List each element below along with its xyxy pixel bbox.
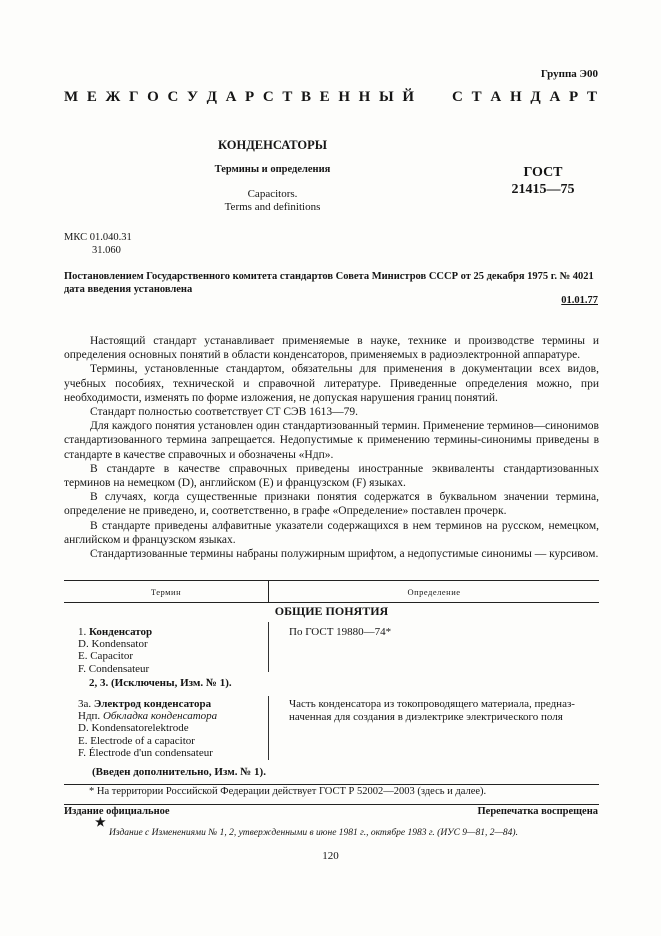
excluded-terms-note: 2, 3. (Исключены, Изм. № 1). <box>89 677 232 689</box>
gost-number <box>503 164 583 198</box>
term-definition <box>289 698 599 724</box>
english-title <box>150 188 395 214</box>
term-english: E. Electrode of a capacitor <box>78 734 195 747</box>
banner-letter: Д <box>530 89 541 105</box>
term-number: 1. <box>78 626 87 638</box>
body-paragraph: В стандарте в качестве справочных приведены иностранные эквиваленты стандартизованных терминов на немецком (D), английском (E) и французском (F) языках. <box>64 462 599 490</box>
banner-letter: С <box>262 89 274 105</box>
definition-line: наченная для создания в диэлектрике электрического поля <box>289 710 563 723</box>
terms-table-header <box>64 580 599 603</box>
banner-letter: Г <box>128 89 139 105</box>
banner-letter: Й <box>402 89 414 105</box>
introduction-date: 01.01.77 <box>561 295 598 306</box>
body-paragraph: Настоящий стандарт устанавливает применяемые в науке, технике и производстве термины и определения основных понятий в области конденсаторов, применяемых в радиоэлектронной аппаратуре. <box>64 335 599 362</box>
body-paragraph: В случаях, когда существенные признаки понятия содержатся в буквальном значении термина, определение не приведено, и, соответственно, в графе «Определение» поставлен прочерк. <box>64 491 599 518</box>
ndp-prefix: Ндп. <box>78 710 101 723</box>
footer-divider <box>64 804 599 805</box>
mks-line2: 31.060 <box>92 245 121 256</box>
star-icon: ★ <box>95 815 106 829</box>
term-definition: По ГОСТ 19880—74* <box>289 626 392 638</box>
body-paragraph: Стандартизованные термины набраны полужирным шрифтом, а недопустимые синонимы — курсивом. <box>90 548 599 561</box>
banner-letter: Ы <box>378 89 394 105</box>
banner-letter: С <box>452 89 463 105</box>
banner-letter: Т <box>586 89 597 105</box>
document-title: КОНДЕНСАТОРЫ <box>218 138 327 152</box>
term-name: Электрод конденсатора <box>93 698 212 710</box>
footnote: * На территории Российской Федерации действует ГОСТ Р 52002—2003 (здесь и далее). <box>89 786 487 797</box>
amendment-note: (Введен дополнительно, Изм. № 1). <box>92 766 266 778</box>
banner-letter: А <box>490 89 502 105</box>
term-french: F. Électrode d'un condensateur <box>78 746 213 759</box>
document-subtitle: Термины и определения <box>214 164 331 175</box>
footnote-divider <box>64 784 599 785</box>
column-divider <box>268 696 269 760</box>
column-header-term: Термин <box>64 581 269 602</box>
banner-letter: У <box>186 89 198 105</box>
section-title: ОБЩИЕ ПОНЯТИЯ <box>274 604 389 618</box>
banner-letter: Р <box>245 89 255 105</box>
banner-letter: Т <box>282 89 293 105</box>
term-name: Конденсатор <box>89 626 153 638</box>
term-french: F. Condensateur <box>78 662 150 675</box>
banner-word-interstate <box>64 89 414 106</box>
decree-text: Постановлением Государственного комитета стандартов Совета Министров СССР от 25 декабря 1975 г. № 4021 дата введения установлена <box>64 271 594 295</box>
body-paragraph: Термины, установленные стандартом, обязательны для применения в документации всех видов, учебных пособиях, технической и справочной литературе. Приведенные определения можно, при необходимости, изменять по форме изложения, не допуская нарушения границ понятий. <box>64 363 599 404</box>
body-paragraph: Для каждого понятия установлен один стандартизованный термин. Применение терминов—синонимов стандартизованного термина запрещается. Недопустимые к применению термины-синонимы приведены в стандарте в качестве справочных и обозначены «Ндп». <box>64 420 599 461</box>
gost-code: 21415—75 <box>511 182 575 197</box>
term-entry-electrode <box>78 698 217 759</box>
term-german: D. Kondensatorelektrode <box>78 722 189 735</box>
banner-letter: А <box>549 89 561 105</box>
ndp-term: Обкладка конденсатора <box>102 710 218 723</box>
mks-codes <box>64 231 132 257</box>
banner-letter: Ж <box>105 89 121 105</box>
group-code: Группа Э00 <box>540 68 598 80</box>
banner-letter: Д <box>206 89 217 105</box>
banner-letter: Е <box>319 89 330 105</box>
page-number: 120 <box>322 850 339 862</box>
edition-note: Издание с Изменениями № 1, 2, утвержденными в июне 1981 г., октябре 1983 г. (ИУС 9—81, 2—84). <box>109 828 518 838</box>
term-heading <box>78 698 217 710</box>
term-number: 3а. <box>78 698 92 710</box>
banner-letter: Н <box>338 89 350 105</box>
banner-letter: Н <box>358 89 371 105</box>
banner-letter: С <box>167 89 179 105</box>
term-forbidden-synonym <box>78 710 217 722</box>
term-heading <box>78 626 152 638</box>
term-german: D. Kondensator <box>78 638 148 651</box>
banner-word-standard <box>452 89 597 106</box>
english-title-line1: Capacitors. <box>247 188 298 200</box>
banner-letter: Р <box>569 89 579 105</box>
term-entry-capacitor <box>78 626 152 675</box>
banner-letter: В <box>301 89 312 105</box>
banner-letter: Е <box>86 89 97 105</box>
english-title-line2: Terms and definitions <box>224 201 321 213</box>
column-divider <box>268 622 269 672</box>
introduction-body <box>64 334 599 561</box>
definition-line: Часть конденсатора из токопроводящего материала, предназ- <box>289 698 575 710</box>
banner-letter: О <box>147 89 159 105</box>
term-english: E. Capacitor <box>78 650 133 663</box>
body-paragraph: Стандарт полностью соответствует СТ СЭВ 1613—79. <box>90 406 359 419</box>
reprint-prohibited-label: Перепечатка воспрещена <box>477 806 598 817</box>
banner-letter: М <box>64 89 79 105</box>
banner-letter: Т <box>471 89 482 105</box>
banner-letter: Н <box>509 89 522 105</box>
gost-label: ГОСТ <box>523 165 563 180</box>
official-edition-label: Издание официальное <box>64 806 170 817</box>
banner-letter: А <box>225 89 237 105</box>
standard-banner <box>64 89 597 106</box>
body-paragraph: В стандарте приведены алфавитные указатели содержащихся в нем терминов на русском, немецком, английском и французском языках. <box>64 519 599 546</box>
mks-line1: МКС 01.040.31 <box>64 232 132 243</box>
column-header-definition: Определение <box>407 586 461 597</box>
